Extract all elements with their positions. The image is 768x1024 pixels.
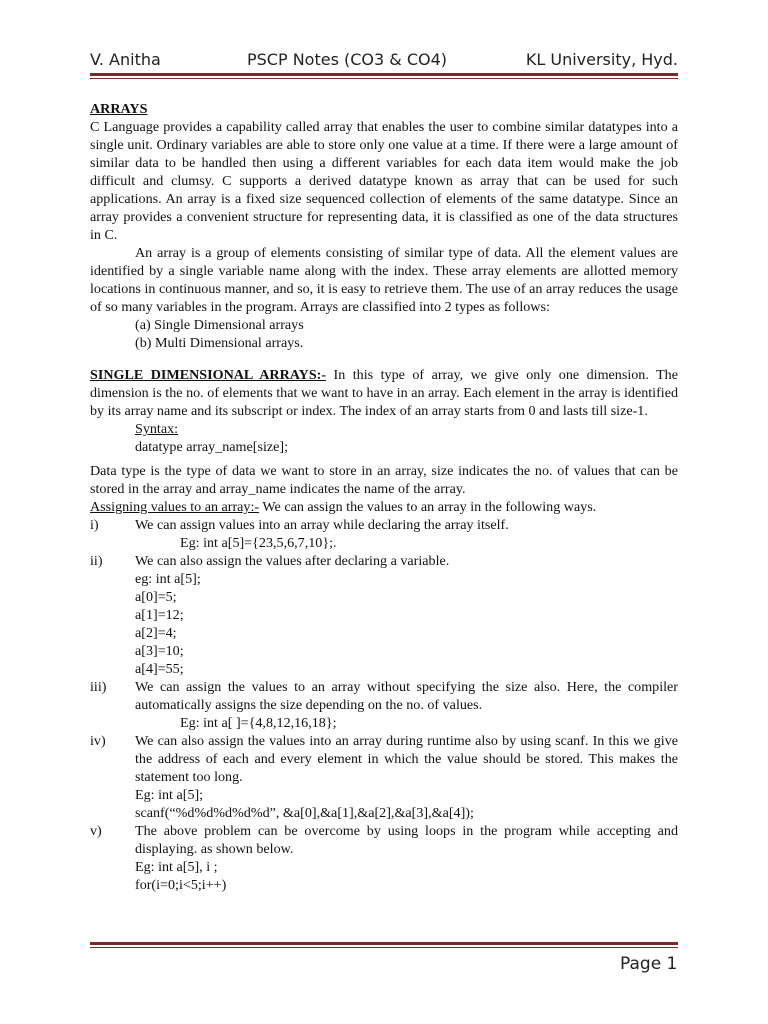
footer-rule-thin <box>90 947 678 948</box>
list-item-number: iii) <box>90 679 107 695</box>
example-code: Eg: int a[5]={23,5,6,7,10};. <box>180 535 337 551</box>
example-code-line: Eg: int a[5]; <box>135 787 204 803</box>
list-item-text: We can also assign the values into an array during runtime also by using scanf. In this we give the address of each and every element in which the value should be stored. This makes the statement too long. <box>135 733 678 785</box>
syntax-label: Syntax: <box>135 421 179 437</box>
example-code-line: a[3]=10; <box>135 643 184 659</box>
list-item <box>90 516 678 552</box>
header-course: PSCP Notes (CO3 & CO4) <box>247 50 448 69</box>
example-code-line: a[2]=4; <box>135 625 177 641</box>
list-item-text: We can assign values into an array while declaring the array itself. <box>135 517 509 533</box>
example-code-line: a[4]=55; <box>135 661 184 677</box>
array-type-b: (b) Multi Dimensional arrays. <box>135 335 304 351</box>
header-author: V. Anitha <box>90 50 161 69</box>
header-rule-thick <box>90 73 678 76</box>
intro-paragraph: C Language provides a capability called array that enables the user to combine similar datatypes into a single unit. Ordinary variables are able to store only one value at a time. If there were a large amount of similar data to be handled then using a different variables for each data item would make the job difficult and clumsy. C supports a derived datatype known as array that can be used for such applications. An array is a fixed size sequenced collection of elements of the same datatype. Since an array provides a convenient structure for representing data, it is classified as one of the data structures in C. <box>90 119 678 243</box>
list-item <box>90 678 678 732</box>
list-item-number: iv) <box>90 733 106 749</box>
example-code-line: Eg: int a[5], i ; <box>135 859 218 875</box>
list-item-text: The above problem can be overcome by using loops in the program while accepting and displaying. as shown below. <box>135 823 678 857</box>
assigning-paragraph <box>90 498 678 516</box>
array-type-a: (a) Single Dimensional arrays <box>135 317 304 333</box>
single-dim-text: In this type of array, we give only one dimension. The dimension is the no. of elements that we want to have in an array. Each element in the array is identified by its array name and its subscript or index. The index of an array starts from 0 and lasts till size-1. <box>90 367 678 419</box>
syntax-code: datatype array_name[size]; <box>135 439 288 455</box>
single-dim-paragraph <box>90 366 678 420</box>
example-code-line: eg: int a[5]; <box>135 571 201 587</box>
footer-rule-thick <box>90 942 678 945</box>
header-institution: KL University, Hyd. <box>525 50 678 69</box>
list-item-number: ii) <box>90 553 103 569</box>
list-item-number: i) <box>90 517 99 533</box>
header-rule-thin <box>90 78 678 79</box>
list-item-text: We can assign the values to an array without specifying the size also. Here, the compiler automatically assigns the size depending on the no. of values. <box>135 679 678 713</box>
example-code-line: a[0]=5; <box>135 589 177 605</box>
example-code-line: for(i=0;i<5;i++) <box>135 877 227 893</box>
list-item <box>90 732 678 822</box>
list-item <box>90 552 678 678</box>
page-body <box>90 100 678 894</box>
assigning-heading: Assigning values to an array:- <box>90 499 260 515</box>
list-item <box>90 822 678 894</box>
array-definition-paragraph: An array is a group of elements consisting of similar type of data. All the element values are identified by a single variable name along with the index. These array elements are allotted memory locations in continuous manner, and so, it is easy to retrieve them. The use of an array reduces the usage of so many variables in the program. Arrays are classified into 2 types as follows: <box>90 245 678 315</box>
single-dim-heading: SINGLE DIMENSIONAL ARRAYS:- <box>90 367 327 383</box>
page-number: Page 1 <box>620 954 678 974</box>
section-title: ARRAYS <box>90 101 148 117</box>
page-header <box>90 50 678 72</box>
list-item-text: We can also assign the values after declaring a variable. <box>135 553 450 569</box>
assigning-text: We can assign the values to an array in the following ways. <box>259 499 597 515</box>
example-code: Eg: int a[ ]={4,8,12,16,18}; <box>180 715 337 731</box>
list-item-number: v) <box>90 823 102 839</box>
example-code-line: scanf(“%d%d%d%d%d”, &a[0],&a[1],&a[2],&a[3],&a[4]); <box>135 805 474 821</box>
example-code-line: a[1]=12; <box>135 607 184 623</box>
datatype-description: Data type is the type of data we want to store in an array, size indicates the no. of values that can be stored in the array and array_name indicates the name of the array. <box>90 463 678 497</box>
